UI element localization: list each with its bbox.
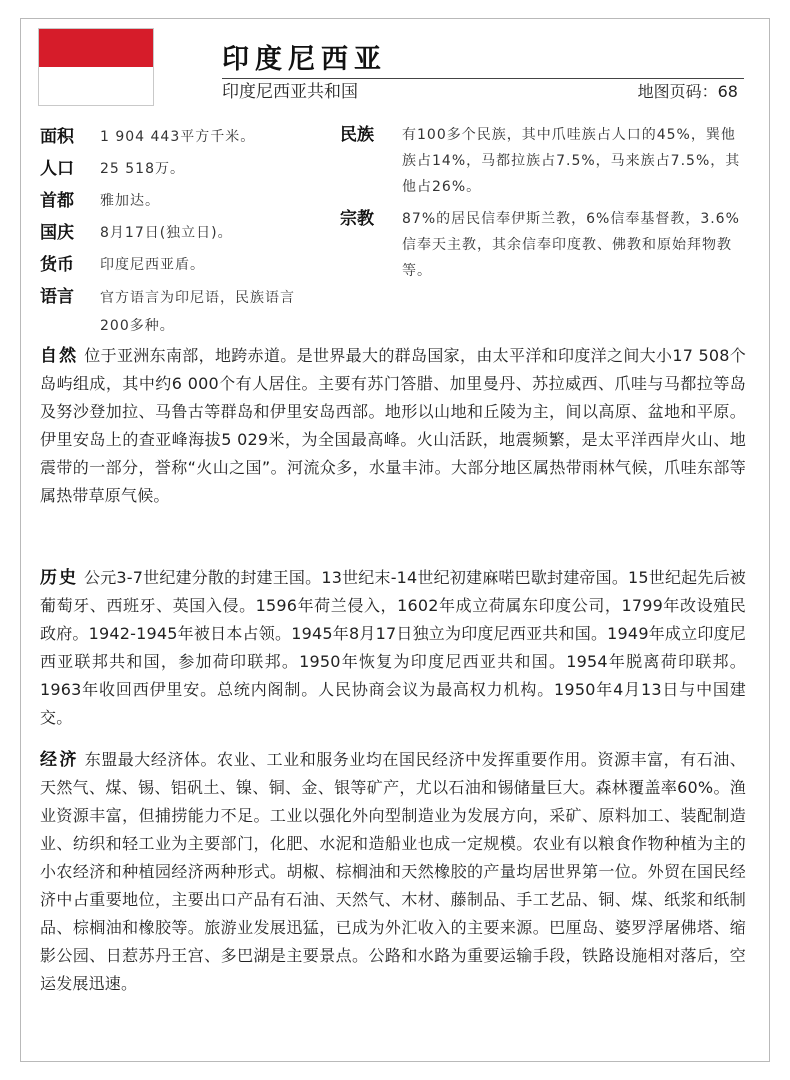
fact-religion — [340, 208, 760, 284]
fact-language — [40, 286, 340, 340]
fact-value: 官方语言为印尼语，民族语言200多种。 — [100, 290, 295, 334]
section-text: 东盟最大经济体。农业、工业和服务业均在国民经济中发挥重要作用。资源丰富，有石油、天然气、煤、锡、铝矾土、镍、铜、金、银等矿产，尤以石油和锡储量巨大。森林覆盖率60%。渔业资源丰富，但捕捞能力不足。工业以强化外向型制造业为发展方向，采矿、原料加工、装配制造业、纺织和轻工业为主要部门，化肥、水泥和造船业也成一定规模。农业有以粮食作物种植为主的小农经济和种植园经济两种形式。胡椒、棕榈油和天然橡胶的产量均居世界第一位。外贸在国民经济中占重要地位，主要出口产品有石油、天然气、木材、藤制品、手工艺品、铜、煤、纸浆和纸制品、棕榈油和橡胶等。旅游业发展迅猛，已成为外汇收入的主要来源。巴厘岛、婆罗浮屠佛塔、缩影公园、日惹苏丹王宫、多巴湖是主要景点。公路和水路为重要运输手段，铁路设施相对落后，空运发展迅速。 — [40, 750, 746, 993]
fact-value: 87%的居民信奉伊斯兰教，6%信奉基督教，3.6%信奉天主教，其余信奉印度教、佛教和原始拜物教等。 — [402, 211, 740, 279]
fact-area — [40, 126, 340, 150]
fact-national-day — [40, 222, 340, 246]
fact-label: 国庆 — [40, 223, 74, 243]
section-text: 公元3-7世纪建分散的封建王国。13世纪末-14世纪初建麻喏巴歇封建帝国。15世纪起先后被葡萄牙、西班牙、英国入侵。1596年荷兰侵入，1602年成立荷属东印度公司，1799年改设殖民政府。1942-1945年被日本占领。1945年8月17日独立为印度尼西亚共和国。1949年成立印度尼西亚联邦共和国，参加荷印联邦。1950年恢复为印度尼西亚共和国。1954年脱离荷印联邦。1963年收回西伊里安。总统内阁制。人民协商会议为最高权力机构。1950年4月13日与中国建交。 — [40, 568, 746, 727]
country-title: 印度尼西亚 — [222, 44, 387, 75]
section-label: 自然 — [40, 346, 79, 366]
flag-red-band — [39, 29, 153, 67]
fact-label: 人口 — [40, 159, 74, 179]
fact-value: 25 518万。 — [100, 161, 185, 177]
section-label: 经济 — [40, 750, 79, 770]
fact-label: 货币 — [40, 255, 74, 275]
fact-label: 面积 — [40, 127, 74, 147]
section-nature — [40, 342, 746, 510]
section-text: 位于亚洲东南部，地跨赤道。是世界最大的群岛国家，由太平洋和印度洋之间大小17 508个岛屿组成，其中约6 000个有人居住。主要有苏门答腊、加里曼丹、苏拉威西、爪哇与马都拉等岛及努沙登加拉、马鲁古等群岛和伊里安岛西部。地形以山地和丘陵为主，间以高原、盆地和平原。伊里安岛上的查亚峰海拔5 029米，为全国最高峰。火山活跃，地震频繁，是太平洋西岸火山、地震带的一部分，誉称“火山之国”。河流众多，水量丰沛。大部分地区属热带雨林气候，爪哇东部等属热带草原气候。 — [40, 346, 747, 505]
facts-left-column — [40, 126, 340, 348]
fact-value: 雅加达。 — [100, 193, 160, 209]
facts-right-column — [340, 124, 760, 292]
map-page-number: 地图页码：68 — [637, 82, 738, 101]
section-label: 历史 — [40, 568, 78, 588]
indonesia-flag — [38, 28, 154, 106]
fact-ethnicity — [340, 124, 760, 200]
fact-value: 有100多个民族，其中爪哇族占人口的45%，巽他族占14%，马都拉族占7.5%，马来族占7.5%，其他占26%。 — [402, 127, 741, 195]
flag-white-band — [39, 67, 153, 105]
fact-label: 首都 — [40, 191, 74, 211]
header-divider — [222, 78, 744, 79]
section-history — [40, 564, 746, 732]
fact-label: 民族 — [340, 125, 374, 145]
fact-value: 8月17日(独立日)。 — [100, 225, 233, 241]
fact-currency — [40, 254, 340, 278]
fact-value: 1 904 443平方千米。 — [100, 129, 256, 145]
official-name: 印度尼西亚共和国 — [222, 82, 358, 102]
fact-label: 语言 — [40, 287, 74, 307]
fact-population — [40, 158, 340, 182]
fact-value: 印度尼西亚盾。 — [100, 257, 205, 273]
fact-capital — [40, 190, 340, 214]
section-economy — [40, 746, 746, 998]
fact-label: 宗教 — [340, 209, 374, 229]
